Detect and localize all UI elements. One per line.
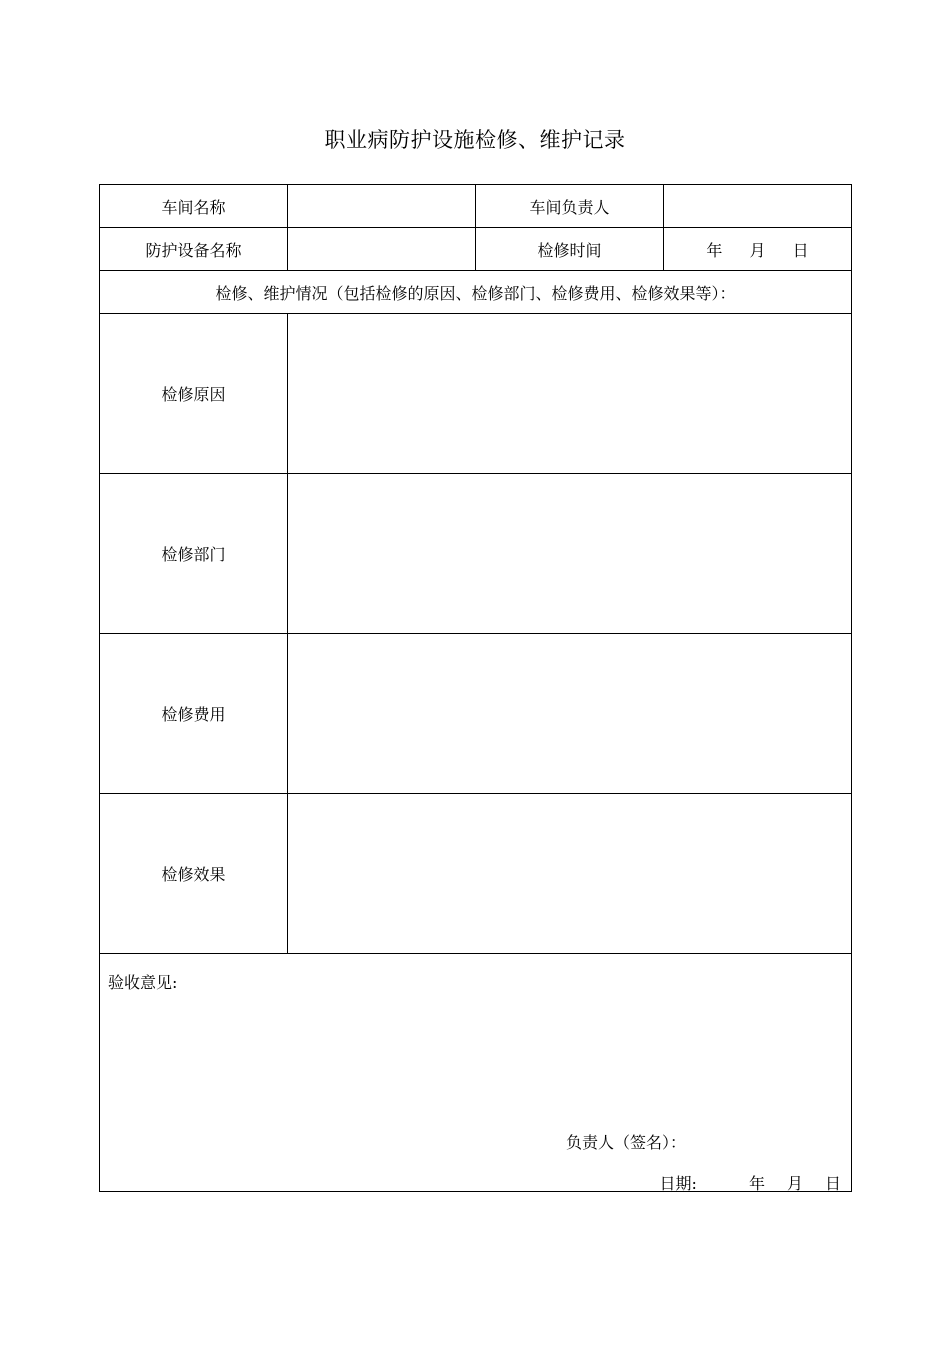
workshop-name-field[interactable] (288, 185, 476, 228)
table-row (100, 228, 852, 271)
repair-time-field[interactable] (664, 228, 852, 271)
table-row (100, 474, 852, 634)
table-row (100, 634, 852, 794)
repair-time-label: 检修时间 (476, 228, 664, 271)
maintenance-record-table (99, 184, 852, 1192)
table-row (100, 185, 852, 228)
sign-date-month: 月 (786, 1174, 803, 1193)
sign-date (660, 1171, 841, 1194)
table-row (100, 271, 852, 314)
repair-department-field[interactable] (288, 474, 852, 634)
signer-label: 负责人（签名）： (566, 1133, 687, 1152)
workshop-name-label: 车间名称 (100, 185, 288, 228)
date-month: 月 (749, 240, 766, 260)
repair-department-label: 检修部门 (100, 474, 288, 634)
repair-reason-label: 检修原因 (100, 314, 288, 474)
date-year: 年 (706, 240, 723, 260)
acceptance-opinion-field[interactable] (100, 954, 852, 1192)
repair-cost-label: 检修费用 (100, 634, 288, 794)
table-row (100, 794, 852, 954)
repair-effect-label: 检修效果 (100, 794, 288, 954)
sign-date-label: 日期: (659, 1174, 697, 1193)
table-row (100, 954, 852, 1192)
sign-date-year: 年 (748, 1174, 765, 1193)
workshop-head-label: 车间负责人 (476, 185, 664, 228)
document-title: 职业病防护设施检修、维护记录 (324, 128, 626, 152)
workshop-head-field[interactable] (664, 185, 852, 228)
repair-cost-field[interactable] (288, 634, 852, 794)
situation-header: 检修、维护情况（包括检修的原因、检修部门、检修费用、检修效果等）： (100, 271, 852, 314)
date-day: 日 (792, 240, 809, 260)
sign-date-day: 日 (824, 1174, 841, 1193)
table-row (100, 314, 852, 474)
equipment-name-field[interactable] (288, 228, 476, 271)
repair-effect-field[interactable] (288, 794, 852, 954)
repair-reason-field[interactable] (288, 314, 852, 474)
acceptance-label: 验收意见: (108, 973, 178, 992)
equipment-name-label: 防护设备名称 (100, 228, 288, 271)
